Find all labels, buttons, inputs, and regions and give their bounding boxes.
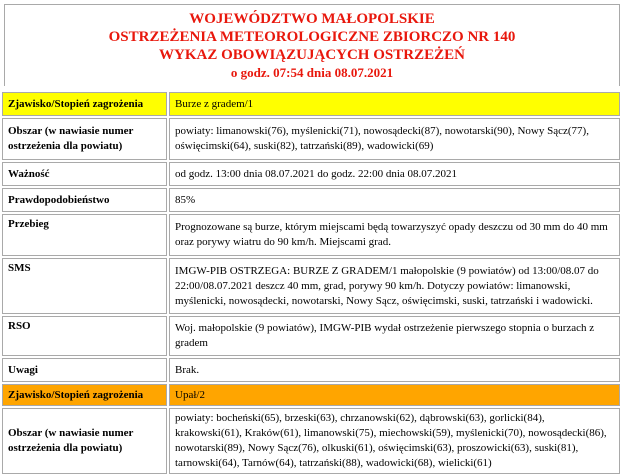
- warnings-page: [0, 4, 624, 469]
- warnings-table: [0, 90, 622, 476]
- area-label: Obszar (w nawiasie numer ostrzeżenia dla powiatu): [2, 118, 167, 160]
- warning1-notes-row: [2, 358, 620, 382]
- document-header: [4, 4, 620, 86]
- phenomenon-label: Zjawisko/Stopień zagrożenia: [2, 384, 167, 406]
- region-title: WOJEWÓDZTWO MAŁOPOLSKIE: [189, 11, 435, 27]
- probability-value: 85%: [169, 188, 620, 212]
- notes-value: Brak.: [169, 358, 620, 382]
- course-label: Przebieg: [2, 214, 167, 256]
- warning1-course-row: [2, 214, 620, 256]
- area-label: Obszar (w nawiasie numer ostrzeżenia dla powiatu): [2, 408, 167, 474]
- list-title: WYKAZ OBOWIĄZUJĄCYCH OSTRZEŻEŃ: [159, 47, 465, 63]
- warning1-sms-row: [2, 258, 620, 314]
- warning1-rso-row: [2, 316, 620, 356]
- warning1-phenomenon-row: [2, 92, 620, 116]
- warning2-phenomenon-row: [2, 384, 620, 406]
- warning1-validity-row: [2, 162, 620, 186]
- probability-label: Prawdopodobieństwo: [2, 188, 167, 212]
- area-value: powiaty: bocheński(65), brzeski(63), chrzanowski(62), dąbrowski(63), gorlicki(84), krakowski(61), Kraków(61), limanowski(75), miechowski(59), myślenicki(70), nowosądecki(86), nowotarski(89), Nowy Sącz(76), olkuski(61), oświęcimski(63), proszowicki(63), suski(81), tarnowski(64), Tarnów(64), tatrzański(88), wadowicki(68), wielicki(61): [169, 408, 620, 474]
- phenomenon-value: Burze z gradem/1: [169, 92, 620, 116]
- course-value: Prognozowane są burze, którym miejscami będą towarzyszyć opady deszczu od 30 mm do 40 mm oraz porywy wiatru do 90 km/h. Miejscami grad.: [169, 214, 620, 256]
- warning2-area-row: [2, 408, 620, 474]
- rso-value: Woj. małopolskie (9 powiatów), IMGW-PIB wydał ostrzeżenie pierwszego stopnia o burzach z gradem: [169, 316, 620, 356]
- phenomenon-value: Upał/2: [169, 384, 620, 406]
- warning1-probability-row: [2, 188, 620, 212]
- sms-label: SMS: [2, 258, 167, 314]
- warning1-area-row: [2, 118, 620, 160]
- validity-label: Ważność: [2, 162, 167, 186]
- phenomenon-label: Zjawisko/Stopień zagrożenia: [2, 92, 167, 116]
- validity-value: od godz. 13:00 dnia 08.07.2021 do godz. 22:00 dnia 08.07.2021: [169, 162, 620, 186]
- rso-label: RSO: [2, 316, 167, 356]
- notes-label: Uwagi: [2, 358, 167, 382]
- bulletin-title: OSTRZEŻENIA METEOROLOGICZNE ZBIORCZO NR 140: [108, 29, 516, 45]
- sms-value: IMGW-PIB OSTRZEGA: BURZE Z GRADEM/1 małopolskie (9 powiatów) od 13:00/08.07 do 22:00/08.07.2021 deszcz 40 mm, grad, porywy 90 km/h. Dotyczy powiatów: limanowski, myślenicki, nowosądecki, nowotarski, Nowy Sącz, oświęcimski, suski, tatrzański i wadowicki.: [169, 258, 620, 314]
- issue-time: o godz. 07:54 dnia 08.07.2021: [230, 65, 394, 80]
- area-value: powiaty: limanowski(76), myślenicki(71), nowosądecki(87), nowotarski(90), Nowy Sącz(77), oświęcimski(64), suski(82), tatrzański(89), wadowicki(69): [169, 118, 620, 160]
